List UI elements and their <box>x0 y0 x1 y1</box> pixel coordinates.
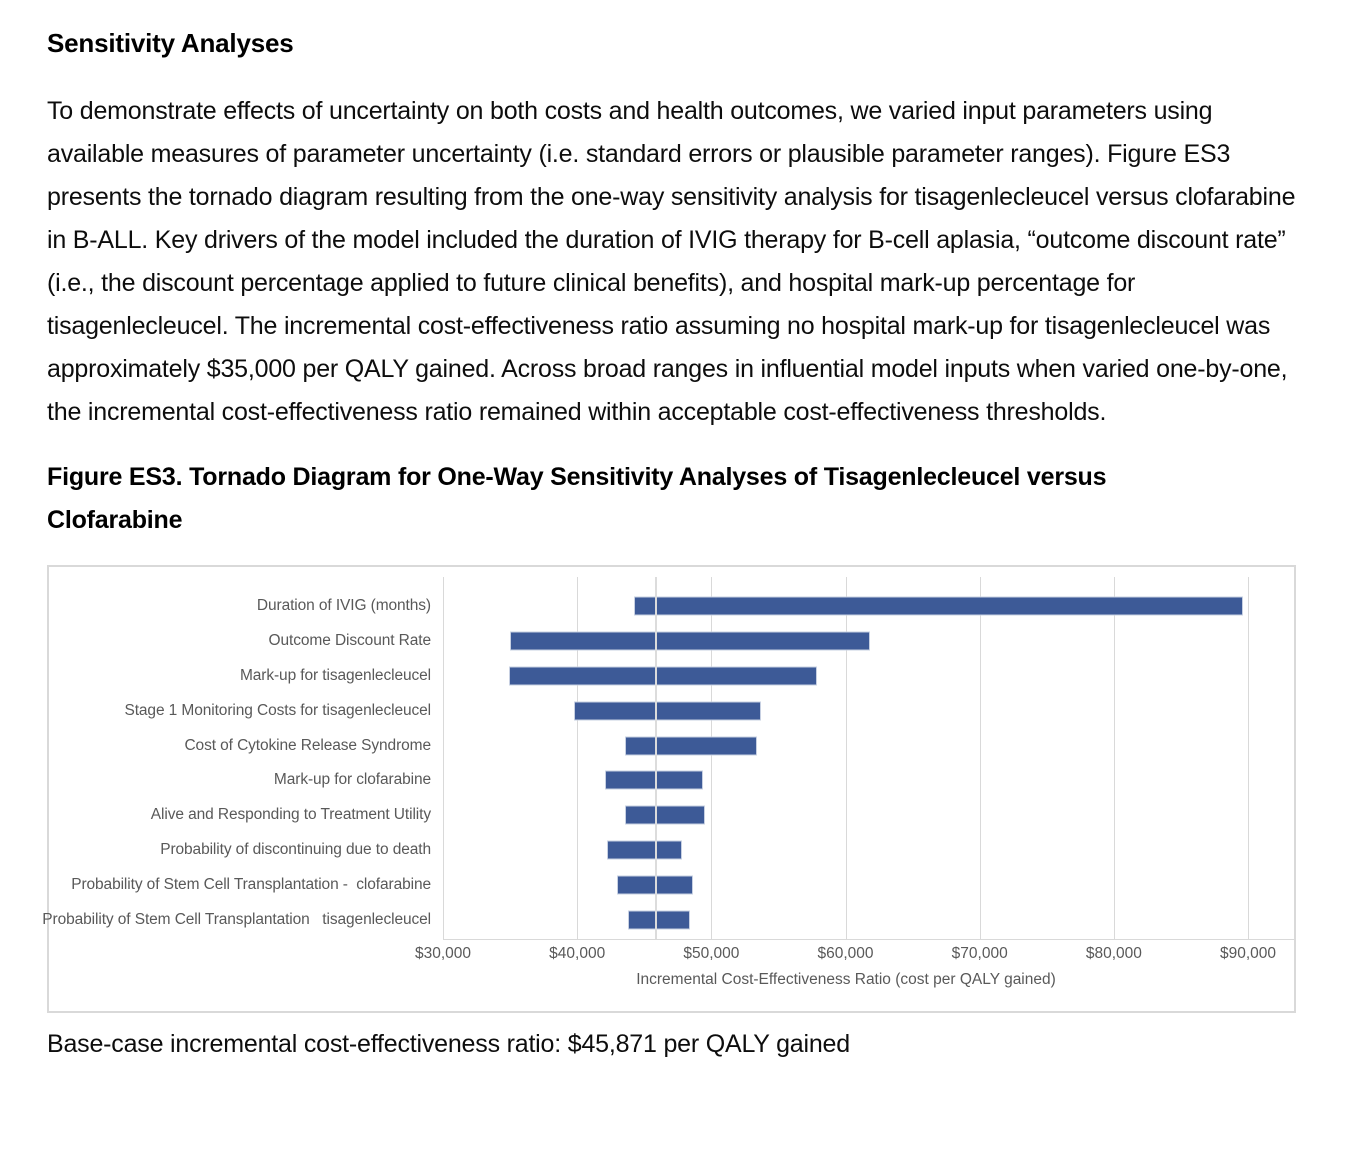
bar-row <box>443 589 1295 624</box>
y-axis-label: Mark-up for clofarabine <box>273 771 431 789</box>
base-case-note: Base-case incremental cost-effectiveness ratio: $45,871 per QALY gained <box>47 1030 850 1058</box>
x-tick-label: $50,000 <box>683 945 740 962</box>
section-heading: Sensitivity Analyses <box>47 28 294 58</box>
bar-row <box>443 693 1295 728</box>
body-paragraph: To demonstrate effects of uncertainty on both costs and health outcomes, we varied input parameters using available measures of parameter uncertainty (i.e. standard errors or plausible parameter ranges). Figure ES3 presents the tornado diagram resulting from the one-way sensitivity analysis for tisagenlecleucel versus clofarabine in B-ALL. Key drivers of the model included the duration of IVIG therapy for B-cell aplasia, “outcome discount rate” (i.e., the discount percentage applied to future clinical benefits), and hospital mark-up percentage for tisagenlecleucel. The incremental cost-effectiveness ratio assuming no hospital mark-up for tisagenlecleucel was approximately $35,000 per QALY gained. Across broad ranges in influential model inputs when varied one-by-one, the incremental cost-effectiveness ratio remained within acceptable cost-effectiveness thresholds. <box>47 97 1296 426</box>
bar-rows <box>443 589 1295 937</box>
y-axis-label: Probability of Stem Cell Transplantation - clofarabine <box>71 875 431 893</box>
figure-caption: Figure ES3. Tornado Diagram for One-Way Sensitivity Analyses of Tisagenlecleucel versus Clofarabine <box>47 463 1107 534</box>
tornado-bar <box>634 597 1243 616</box>
gridline <box>1114 577 1115 939</box>
tornado-bar <box>625 806 704 825</box>
x-tick-label: $40,000 <box>549 945 606 962</box>
y-axis-label: Probability of Stem Cell Transplantation tisagenlecleucel <box>42 910 431 928</box>
base-case-line <box>655 577 657 939</box>
bar-row <box>443 902 1295 937</box>
bar-row <box>443 624 1295 659</box>
tornado-bar <box>509 666 818 685</box>
x-tick-label: $60,000 <box>817 945 874 962</box>
x-tick-label: $90,000 <box>1220 945 1277 962</box>
plot-area <box>443 577 1295 940</box>
tornado-bar <box>625 736 756 755</box>
bar-row <box>443 867 1295 902</box>
bar-row <box>443 798 1295 833</box>
x-axis-title: Incremental Cost-Effectiveness Ratio (cost per QALY gained) <box>636 971 1056 988</box>
x-tick-label: $80,000 <box>1085 945 1142 962</box>
tornado-bar <box>607 840 682 859</box>
y-axis-label: Cost of Cytokine Release Syndrome <box>184 736 431 754</box>
tornado-bar <box>574 701 761 720</box>
y-axis-label: Mark-up for tisagenlecleucel <box>239 666 431 684</box>
x-axis-ticks <box>414 945 1295 965</box>
tornado-bar <box>628 910 690 929</box>
tornado-bar <box>510 632 870 651</box>
y-axis-label: Outcome Discount Rate <box>268 632 431 650</box>
bar-row <box>443 763 1295 798</box>
x-tick-label: $30,000 <box>414 945 472 962</box>
bar-row <box>443 659 1295 694</box>
y-axis-label: Stage 1 Monitoring Costs for tisagenlecleucel <box>124 701 431 719</box>
y-axis-label: Probability of discontinuing due to death <box>160 840 431 858</box>
tornado-chart <box>42 565 1296 1013</box>
gridline <box>980 577 981 939</box>
y-axis-labels <box>42 589 431 937</box>
x-tick-label: $70,000 <box>951 945 1008 962</box>
gridline <box>1248 577 1249 939</box>
bar-row <box>443 728 1295 763</box>
bar-row <box>443 833 1295 868</box>
y-axis-label: Duration of IVIG (months) <box>256 597 431 615</box>
gridline <box>443 577 444 939</box>
y-axis-label: Alive and Responding to Treatment Utility <box>150 806 431 824</box>
